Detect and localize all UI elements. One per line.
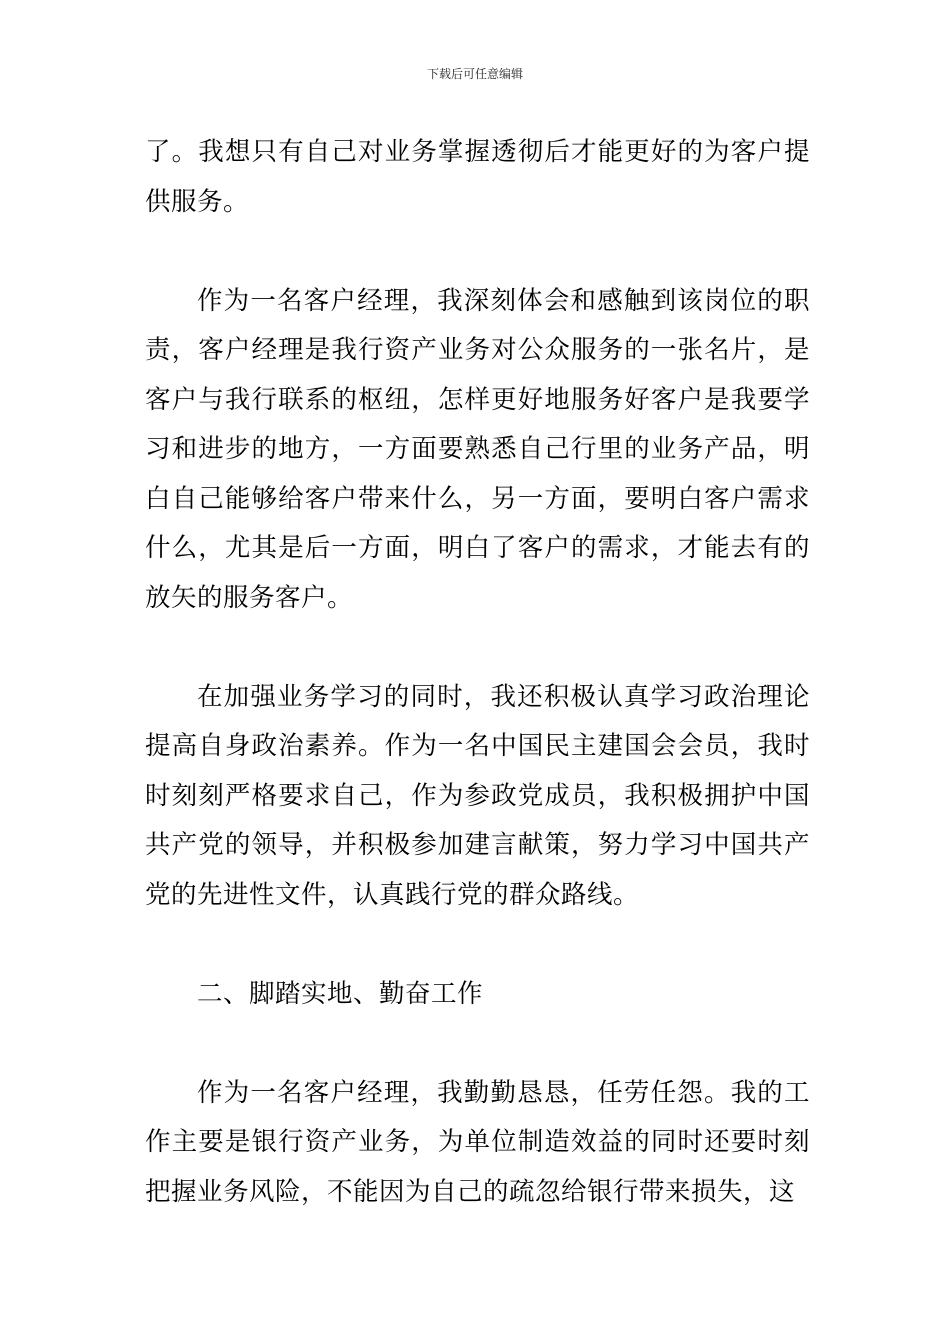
paragraph-2: 作为一名客户经理，我深刻体会和感触到该岗位的职责，客户经理是我行资产业务对公众服务的一张名片，是客户与我行联系的枢纽，怎样更好地服务好客户是我要学习和进步的地方，一方面要熟悉自己行里的业务产品，明白自己能够给客户带来什么，另一方面，要明白客户需求什么，尤其是后一方面，明白了客户的需求，才能去有的放矢的服务客户。 xyxy=(145,285,810,613)
paragraph-gap xyxy=(145,227,810,277)
page-header: 下载后可任意编辑 xyxy=(426,67,523,81)
paragraph-4: 作为一名客户经理，我勤勤恳恳，任劳任怨。我的工作主要是银行资产业务，为单位制造效益的同时还要时刻把握业务风险，不能因为自己的疏忽给银行带来损失，这 xyxy=(145,1077,810,1207)
paragraph-3: 在加强业务学习的同时，我还积极认真学习政治理论提高自身政治素养。作为一名中国民主建国会会员，我时时刻刻严格要求自己，作为参政党成员，我积极拥护中国共产党的领导，并积极参加建言献策，努力学习中国共产党的先进性文件，认真践行党的群众路线。 xyxy=(145,681,810,910)
section-heading: 二、脚踏实地、勤奋工作 xyxy=(197,978,484,1009)
paragraph-1: 了。我想只有自己对业务掌握透彻后才能更好的为客户提供服务。 xyxy=(145,137,810,217)
document-body xyxy=(145,128,810,1217)
paragraph-gap xyxy=(145,1019,810,1069)
paragraph-gap xyxy=(145,920,810,970)
paragraph-gap xyxy=(145,623,810,673)
